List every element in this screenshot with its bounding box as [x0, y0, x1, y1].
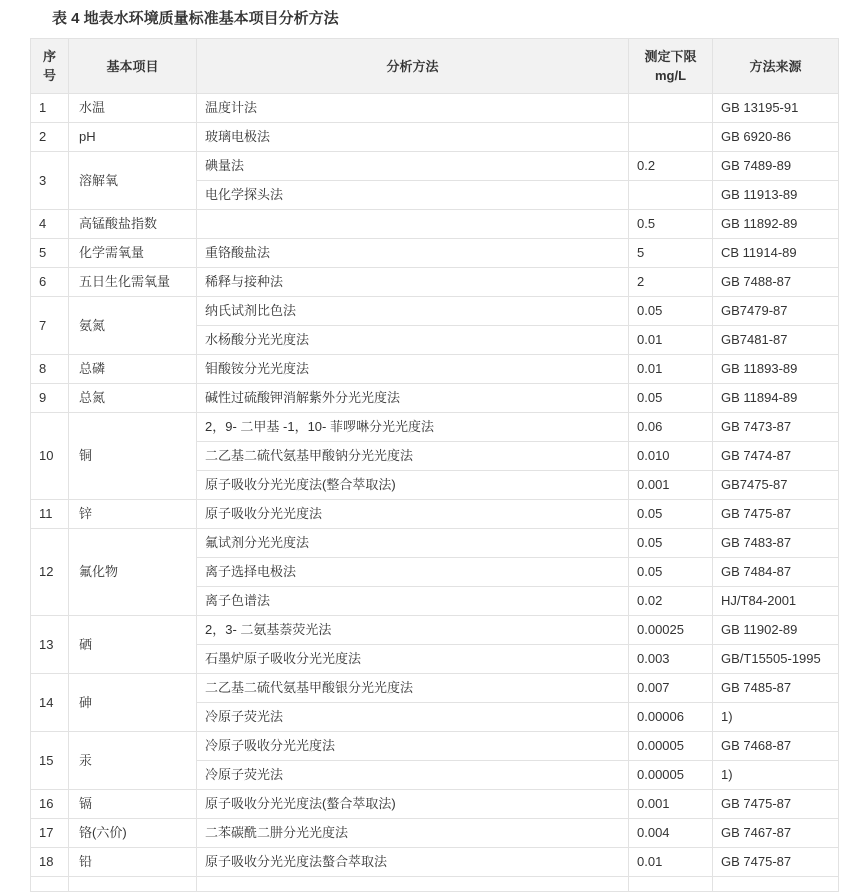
method-source-cell: GB 11894-89: [713, 384, 839, 413]
detection-limit-cell: 0.05: [629, 384, 713, 413]
method-source-cell: GB 7475-87: [713, 790, 839, 819]
serial-number-cell: 18: [31, 848, 69, 877]
analysis-method-cell: 水杨酸分光光度法: [197, 326, 629, 355]
method-source-cell: [713, 877, 839, 892]
table-row: [31, 94, 839, 123]
detection-limit-cell: 0.02: [629, 587, 713, 616]
detection-limit-cell: 0.01: [629, 848, 713, 877]
analysis-method-cell: 离子色谱法: [197, 587, 629, 616]
table-body: [31, 94, 839, 892]
detection-limit-cell: [629, 181, 713, 210]
serial-number-cell: 14: [31, 674, 69, 732]
basic-item-cell: 总磷: [69, 355, 197, 384]
serial-number-cell: 15: [31, 732, 69, 790]
table-row: [31, 239, 839, 268]
detection-limit-cell: 0.010: [629, 442, 713, 471]
basic-item-cell: 五日生化需氧量: [69, 268, 197, 297]
method-source-cell: GB 7484-87: [713, 558, 839, 587]
method-source-cell: GB 7483-87: [713, 529, 839, 558]
basic-item-cell: 锌: [69, 500, 197, 529]
basic-item-cell: 溶解氧: [69, 152, 197, 210]
basic-item-cell: 铅: [69, 848, 197, 877]
detection-limit-cell: 0.05: [629, 297, 713, 326]
serial-number-cell: 6: [31, 268, 69, 297]
detection-limit-cell: [629, 877, 713, 892]
serial-number-cell: 16: [31, 790, 69, 819]
serial-number-cell: 8: [31, 355, 69, 384]
method-source-cell: GB 7475-87: [713, 500, 839, 529]
analysis-method-cell: 原子吸收分光光度法: [197, 500, 629, 529]
header-basic-item: 基本项目: [69, 39, 197, 94]
table-row: [31, 384, 839, 413]
detection-limit-cell: [629, 123, 713, 152]
serial-number-cell: 4: [31, 210, 69, 239]
analysis-method-cell: 原子吸收分光光度法螯合萃取法: [197, 848, 629, 877]
serial-number-cell: 13: [31, 616, 69, 674]
detection-limit-cell: 0.01: [629, 326, 713, 355]
detection-limit-cell: 0.00006: [629, 703, 713, 732]
table-row: [31, 268, 839, 297]
header-analysis-method: 分析方法: [197, 39, 629, 94]
table-row: [31, 790, 839, 819]
basic-item-cell: 镉: [69, 790, 197, 819]
table-row: [31, 819, 839, 848]
detection-limit-cell: 0.06: [629, 413, 713, 442]
method-source-cell: GB 7489-89: [713, 152, 839, 181]
header-detection-limit-unit: mg/L: [654, 68, 687, 83]
method-source-cell: 1): [713, 761, 839, 790]
table-title: 表 4 地表水环境质量标准基本项目分析方法: [52, 10, 339, 27]
detection-limit-cell: 0.05: [629, 558, 713, 587]
detection-limit-cell: 0.001: [629, 471, 713, 500]
table-row: [31, 297, 839, 326]
detection-limit-cell: 0.01: [629, 355, 713, 384]
detection-limit-cell: 5: [629, 239, 713, 268]
analysis-method-cell: 二乙基二硫代氨基甲酸银分光光度法: [197, 674, 629, 703]
header-row: [31, 39, 839, 94]
method-source-cell: GB 7488-87: [713, 268, 839, 297]
method-source-cell: CB 11914-89: [713, 239, 839, 268]
method-source-cell: GB 11913-89: [713, 181, 839, 210]
method-source-cell: GB 7473-87: [713, 413, 839, 442]
detection-limit-cell: 0.007: [629, 674, 713, 703]
table-row: [31, 732, 839, 761]
table-row: [31, 123, 839, 152]
basic-item-cell: 水温: [69, 94, 197, 123]
method-source-cell: GB/T15505-1995: [713, 645, 839, 674]
method-source-cell: GB7479-87: [713, 297, 839, 326]
basic-item-cell: 汞: [69, 732, 197, 790]
detection-limit-cell: 0.001: [629, 790, 713, 819]
method-source-cell: GB7475-87: [713, 471, 839, 500]
detection-limit-cell: 2: [629, 268, 713, 297]
analysis-method-cell: 稀释与接种法: [197, 268, 629, 297]
basic-item-cell: 铬(六价): [69, 819, 197, 848]
detection-limit-cell: 0.00005: [629, 732, 713, 761]
analysis-method-cell: [197, 877, 629, 892]
table-row: [31, 616, 839, 645]
analysis-method-cell: 电化学探头法: [197, 181, 629, 210]
method-source-cell: 1): [713, 703, 839, 732]
serial-number-cell: 2: [31, 123, 69, 152]
basic-item-cell: 砷: [69, 674, 197, 732]
serial-number-cell: 10: [31, 413, 69, 500]
header-detection-limit-label: 测定下限: [644, 49, 697, 64]
analysis-method-cell: 重铬酸盐法: [197, 239, 629, 268]
serial-number-cell: 3: [31, 152, 69, 210]
analysis-method-cell: 钼酸铵分光光度法: [197, 355, 629, 384]
basic-item-cell: 化学需氧量: [69, 239, 197, 268]
method-source-cell: GB 11892-89: [713, 210, 839, 239]
serial-number-cell: 9: [31, 384, 69, 413]
table-row: [31, 152, 839, 181]
table-row: [31, 500, 839, 529]
analysis-method-cell: 石墨炉原子吸收分光光度法: [197, 645, 629, 674]
basic-item-cell: 硒: [69, 616, 197, 674]
basic-item-cell: 氟化物: [69, 529, 197, 616]
table-row: [31, 355, 839, 384]
method-source-cell: GB 13195-91: [713, 94, 839, 123]
analysis-method-cell: 温度计法: [197, 94, 629, 123]
analysis-method-cell: 离子选择电极法: [197, 558, 629, 587]
serial-number-cell: 1: [31, 94, 69, 123]
detection-limit-cell: 0.2: [629, 152, 713, 181]
detection-limit-cell: 0.003: [629, 645, 713, 674]
serial-number-cell: 11: [31, 500, 69, 529]
analysis-method-cell: 冷原子吸收分光光度法: [197, 732, 629, 761]
method-source-cell: GB 11902-89: [713, 616, 839, 645]
analysis-method-cell: 纳氏试剂比色法: [197, 297, 629, 326]
table-row: [31, 674, 839, 703]
basic-item-cell: pH: [69, 123, 197, 152]
method-source-cell: GB 7474-87: [713, 442, 839, 471]
basic-item-cell: 总氮: [69, 384, 197, 413]
analysis-method-cell: 2，9- 二甲基 -1，10- 菲啰啉分光光度法: [197, 413, 629, 442]
header-serial-number: 序号: [31, 39, 69, 94]
method-source-cell: GB 11893-89: [713, 355, 839, 384]
method-source-cell: HJ/T84-2001: [713, 587, 839, 616]
method-source-cell: GB7481-87: [713, 326, 839, 355]
method-source-cell: GB 7468-87: [713, 732, 839, 761]
analysis-method-cell: 碘量法: [197, 152, 629, 181]
basic-item-cell: 高锰酸盐指数: [69, 210, 197, 239]
serial-number-cell: 17: [31, 819, 69, 848]
method-source-cell: GB 6920-86: [713, 123, 839, 152]
serial-number-cell: 5: [31, 239, 69, 268]
table-row: [31, 413, 839, 442]
analysis-methods-table: [30, 38, 839, 892]
table-row: [31, 210, 839, 239]
header-method-source: 方法来源: [713, 39, 839, 94]
table-row: [31, 848, 839, 877]
analysis-method-cell: 2，3- 二氨基萘荧光法: [197, 616, 629, 645]
analysis-method-cell: 二苯碳酰二肼分光光度法: [197, 819, 629, 848]
basic-item-cell: 铜: [69, 413, 197, 500]
analysis-method-cell: 二乙基二硫代氨基甲酸钠分光光度法: [197, 442, 629, 471]
method-source-cell: GB 7475-87: [713, 848, 839, 877]
detection-limit-cell: 0.00025: [629, 616, 713, 645]
analysis-method-cell: 冷原子荧光法: [197, 761, 629, 790]
method-source-cell: GB 7485-87: [713, 674, 839, 703]
analysis-method-cell: 氟试剂分光光度法: [197, 529, 629, 558]
serial-number-cell: 12: [31, 529, 69, 616]
header-detection-limit: [629, 39, 713, 94]
basic-item-cell: [69, 877, 197, 892]
analysis-method-cell: 玻璃电极法: [197, 123, 629, 152]
detection-limit-cell: 0.05: [629, 529, 713, 558]
analysis-method-cell: 原子吸收分光光度法(整合萃取法): [197, 471, 629, 500]
method-source-cell: GB 7467-87: [713, 819, 839, 848]
serial-number-cell: 7: [31, 297, 69, 355]
detection-limit-cell: 0.05: [629, 500, 713, 529]
detection-limit-cell: 0.004: [629, 819, 713, 848]
basic-item-cell: 氨氮: [69, 297, 197, 355]
detection-limit-cell: 0.00005: [629, 761, 713, 790]
table-row: [31, 529, 839, 558]
analysis-method-cell: 冷原子荧光法: [197, 703, 629, 732]
detection-limit-cell: 0.5: [629, 210, 713, 239]
serial-number-cell: [31, 877, 69, 892]
analysis-method-cell: 碱性过硫酸钾消解紫外分光光度法: [197, 384, 629, 413]
analysis-method-cell: 原子吸收分光光度法(螯合萃取法): [197, 790, 629, 819]
analysis-method-cell: [197, 210, 629, 239]
table-row-partial: [31, 877, 839, 892]
detection-limit-cell: [629, 94, 713, 123]
